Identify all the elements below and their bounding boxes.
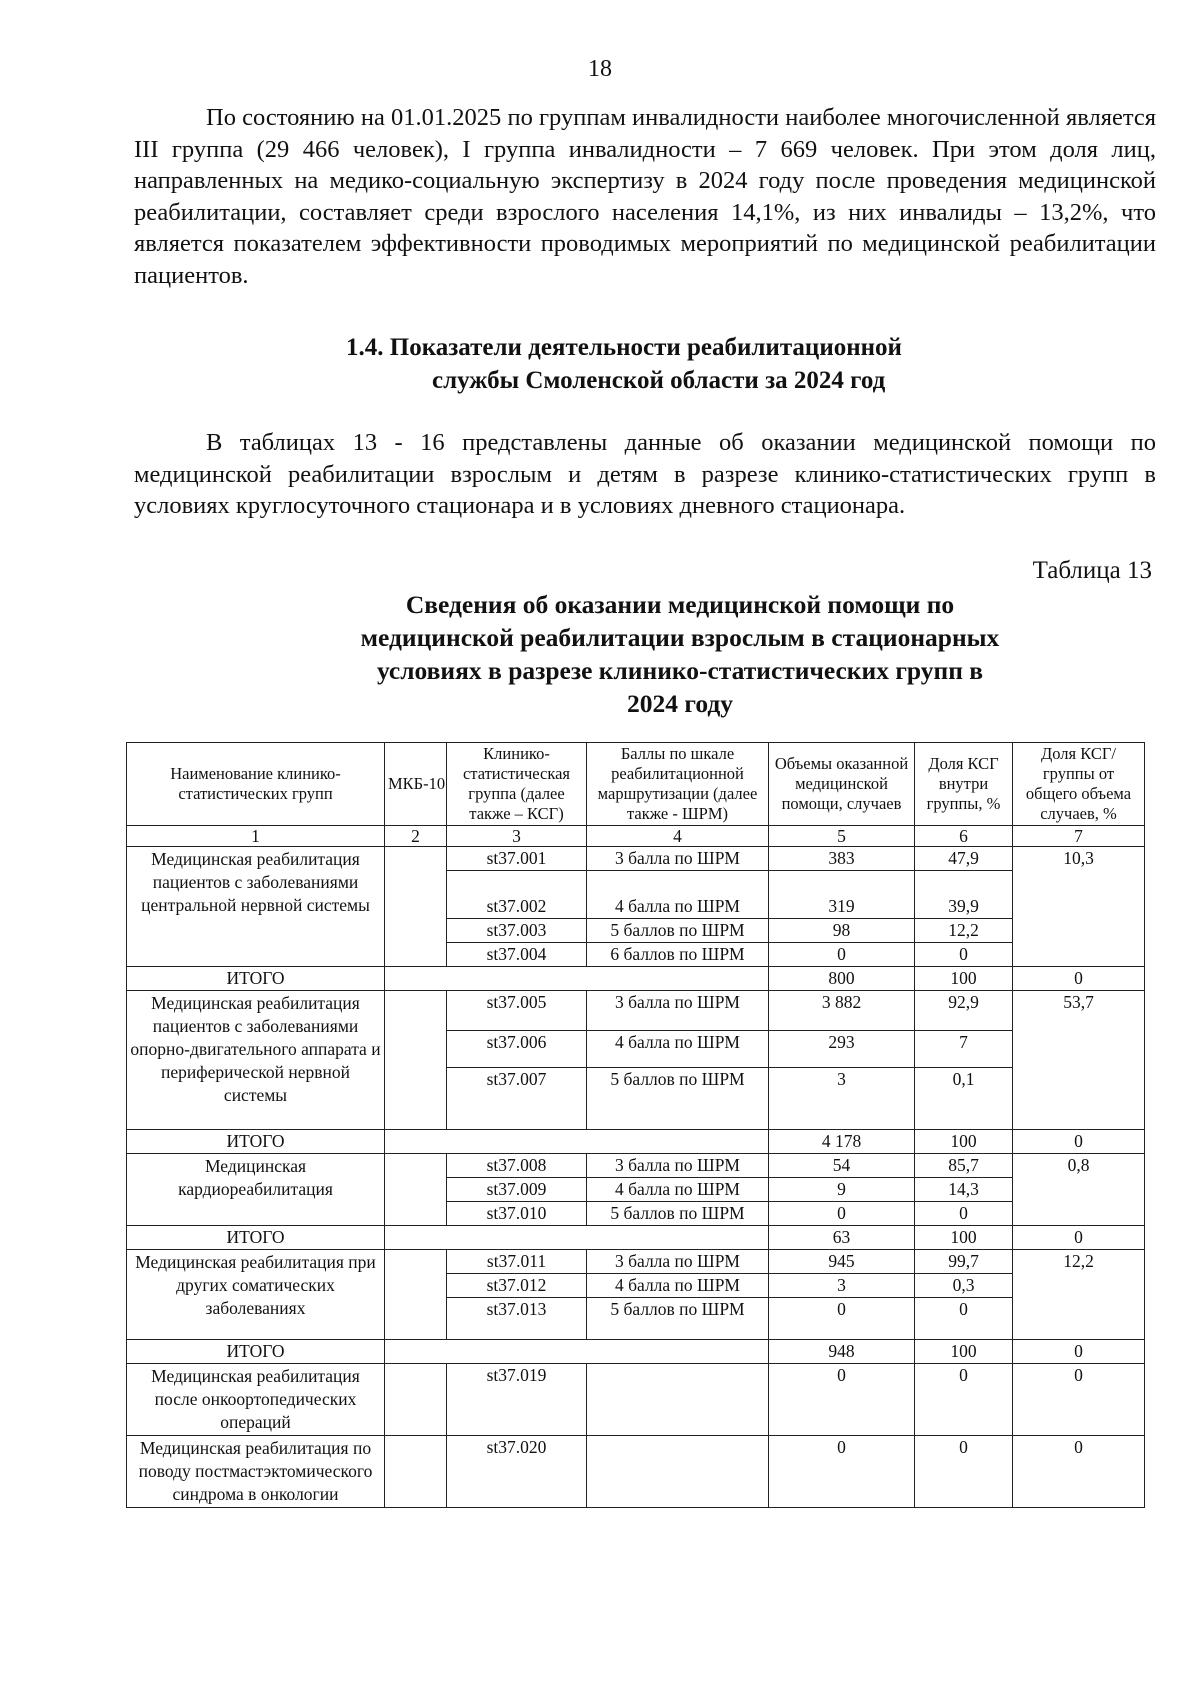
total-empty-cell xyxy=(385,1340,769,1364)
shrm-score: 3 балла по ШРМ xyxy=(587,1250,769,1274)
volume-cell: 3 xyxy=(769,1274,915,1298)
ksg-code: st37.010 xyxy=(447,1202,587,1226)
total-share: 100 xyxy=(915,1226,1013,1250)
icd10-cell xyxy=(385,1364,447,1436)
column-number: 7 xyxy=(1013,826,1145,847)
share-in-group-cell: 0 xyxy=(915,1364,1013,1436)
total-group-share: 0 xyxy=(1013,1130,1145,1154)
ksg-code: st37.001 xyxy=(447,847,587,871)
total-empty-cell xyxy=(385,967,769,991)
page-number: 18 xyxy=(588,56,612,82)
table-row xyxy=(127,1154,1145,1178)
group-name: Медицинская реабилитация пациентов с заболеваниями центральной нервной системы xyxy=(127,847,385,967)
shrm-score: 4 балла по ШРМ xyxy=(587,1178,769,1202)
volume-cell: 0 xyxy=(769,943,915,967)
table-header-row xyxy=(127,743,1145,826)
volume-cell: 98 xyxy=(769,919,915,943)
header-share-total: Доля КСГ/группы от общего объема случаев, % xyxy=(1013,743,1145,826)
total-label: ИТОГО xyxy=(127,1130,385,1154)
share-in-group-cell: 0 xyxy=(915,943,1013,967)
total-share: 100 xyxy=(915,1130,1013,1154)
volume-cell: 0 xyxy=(769,1436,915,1508)
column-number: 1 xyxy=(127,826,385,847)
table-label: Таблица 13 xyxy=(1032,557,1152,584)
share-in-group-cell: 14,3 xyxy=(915,1178,1013,1202)
total-empty-cell xyxy=(385,1130,769,1154)
ksg-code: st37.012 xyxy=(447,1274,587,1298)
total-row xyxy=(127,967,1145,991)
column-number-row xyxy=(127,826,1145,847)
total-group-share: 0 xyxy=(1013,1226,1145,1250)
intro-paragraph-text: По состоянию на 01.01.2025 по группам инвалидности наиболее многочисленной является III группа (29 466 человек), I группа инвалидности – 7 669 человек. При этом доля лиц, направленных на медико-социальную экспертизу в 2024 году после проведения медицинской реабилитации, составляет среди взрослого населения 14,1%, из них инвалиды – 13,2%, что является показателем эффективности проводимых мероприятий по медицинской реабилитации пациентов. xyxy=(134,104,1156,289)
group-share-cell: 0 xyxy=(1013,1364,1145,1436)
header-shrm: Баллы по шкале реабилитационной маршрутизации (далее также - ШРМ) xyxy=(587,743,769,826)
total-empty-cell xyxy=(385,1226,769,1250)
total-volume: 800 xyxy=(769,967,915,991)
icd10-cell xyxy=(385,1154,447,1226)
ksg-code: st37.013 xyxy=(447,1298,587,1340)
shrm-score xyxy=(587,1364,769,1436)
table-row xyxy=(127,847,1145,871)
ksg-code: st37.019 xyxy=(447,1364,587,1436)
header-share-in-group: Доля КСГ внутри группы, % xyxy=(915,743,1013,826)
total-label: ИТОГО xyxy=(127,1226,385,1250)
icd10-cell xyxy=(385,1250,447,1340)
group-share-cell: 10,3 xyxy=(1013,847,1145,967)
header-icd10: МКБ-10 xyxy=(385,743,447,826)
ksg-code: st37.011 xyxy=(447,1250,587,1274)
shrm-score: 4 балла по ШРМ xyxy=(587,1031,769,1068)
shrm-score: 4 балла по ШРМ xyxy=(587,1274,769,1298)
group-share-cell: 0,8 xyxy=(1013,1154,1145,1226)
shrm-score xyxy=(587,1436,769,1508)
volume-cell: 383 xyxy=(769,847,915,871)
share-in-group-cell: 39,9 xyxy=(915,871,1013,919)
shrm-score: 3 балла по ШРМ xyxy=(587,991,769,1031)
share-in-group-cell: 0 xyxy=(915,1202,1013,1226)
shrm-score: 6 баллов по ШРМ xyxy=(587,943,769,967)
table-row xyxy=(127,1250,1145,1274)
column-number: 4 xyxy=(587,826,769,847)
volume-cell: 9 xyxy=(769,1178,915,1202)
column-number: 5 xyxy=(769,826,915,847)
volume-cell: 0 xyxy=(769,1364,915,1436)
group-name: Медицинская кардиореабилитация xyxy=(127,1154,385,1226)
column-number: 3 xyxy=(447,826,587,847)
ksg-code: st37.004 xyxy=(447,943,587,967)
table-title: Сведения об оказании медицинской помощи по медицинской реабилитации взрослым в стационарных условиях в разрезе клинико-статистических групп в 2024 году xyxy=(360,590,1000,718)
rehab-ksg-table xyxy=(126,742,1145,1508)
share-in-group-cell: 0 xyxy=(915,1436,1013,1508)
ksg-code: st37.008 xyxy=(447,1154,587,1178)
column-number: 6 xyxy=(915,826,1013,847)
volume-cell: 3 882 xyxy=(769,991,915,1031)
total-group-share: 0 xyxy=(1013,1340,1145,1364)
total-share: 100 xyxy=(915,1340,1013,1364)
shrm-score: 5 баллов по ШРМ xyxy=(587,1298,769,1340)
icd10-cell xyxy=(385,1436,447,1508)
table-row xyxy=(127,991,1145,1031)
icd10-cell xyxy=(385,991,447,1130)
volume-cell: 0 xyxy=(769,1202,915,1226)
share-in-group-cell: 7 xyxy=(915,1031,1013,1068)
share-in-group-cell: 0 xyxy=(915,1298,1013,1340)
share-in-group-cell: 47,9 xyxy=(915,847,1013,871)
ksg-code: st37.020 xyxy=(447,1436,587,1508)
ksg-code: st37.005 xyxy=(447,991,587,1031)
shrm-score: 3 балла по ШРМ xyxy=(587,847,769,871)
group-share-cell: 53,7 xyxy=(1013,991,1145,1130)
volume-cell: 319 xyxy=(769,871,915,919)
shrm-score: 5 баллов по ШРМ xyxy=(587,1202,769,1226)
group-name: Медицинская реабилитация после онкоортопедических операций xyxy=(127,1364,385,1436)
share-in-group-cell: 0,3 xyxy=(915,1274,1013,1298)
header-ksg: Клинико-статистическая группа (далее также – КСГ) xyxy=(447,743,587,826)
section-heading-line1: 1.4. Показатели деятельности реабилитационной xyxy=(346,334,902,361)
shrm-score: 5 баллов по ШРМ xyxy=(587,919,769,943)
tables-paragraph xyxy=(134,427,1156,522)
volume-cell: 945 xyxy=(769,1250,915,1274)
table-row xyxy=(127,1436,1145,1508)
group-name: Медицинская реабилитация при других соматических заболеваниях xyxy=(127,1250,385,1340)
share-in-group-cell: 0,1 xyxy=(915,1068,1013,1130)
share-in-group-cell: 85,7 xyxy=(915,1154,1013,1178)
total-share: 100 xyxy=(915,967,1013,991)
share-in-group-cell: 99,7 xyxy=(915,1250,1013,1274)
total-label: ИТОГО xyxy=(127,967,385,991)
ksg-code: st37.003 xyxy=(447,919,587,943)
header-volume: Объемы оказанной медицинской помощи, случаев xyxy=(769,743,915,826)
icd10-cell xyxy=(385,847,447,967)
volume-cell: 54 xyxy=(769,1154,915,1178)
volume-cell: 293 xyxy=(769,1031,915,1068)
volume-cell: 3 xyxy=(769,1068,915,1130)
volume-cell: 0 xyxy=(769,1298,915,1340)
group-share-cell: 0 xyxy=(1013,1436,1145,1508)
total-volume: 63 xyxy=(769,1226,915,1250)
ksg-code: st37.002 xyxy=(447,871,587,919)
total-group-share: 0 xyxy=(1013,967,1145,991)
share-in-group-cell: 12,2 xyxy=(915,919,1013,943)
ksg-code: st37.009 xyxy=(447,1178,587,1202)
total-volume: 4 178 xyxy=(769,1130,915,1154)
shrm-score: 3 балла по ШРМ xyxy=(587,1154,769,1178)
section-heading-line2: службы Смоленской области за 2024 год xyxy=(432,367,886,394)
shrm-score: 4 балла по ШРМ xyxy=(587,871,769,919)
total-label: ИТОГО xyxy=(127,1340,385,1364)
group-share-cell: 12,2 xyxy=(1013,1250,1145,1340)
total-row xyxy=(127,1226,1145,1250)
group-name: Медицинская реабилитация пациентов с заболеваниями опорно-двигательного аппарата и периферической нервной системы xyxy=(127,991,385,1130)
group-name: Медицинская реабилитация по поводу постмастэктомического синдрома в онкологии xyxy=(127,1436,385,1508)
total-volume: 948 xyxy=(769,1340,915,1364)
header-group-name: Наименование клинико-статистических групп xyxy=(127,743,385,826)
intro-paragraph xyxy=(134,102,1156,291)
column-number: 2 xyxy=(385,826,447,847)
total-row xyxy=(127,1130,1145,1154)
shrm-score: 5 баллов по ШРМ xyxy=(587,1068,769,1130)
ksg-code: st37.006 xyxy=(447,1031,587,1068)
total-row xyxy=(127,1340,1145,1364)
table-row xyxy=(127,1364,1145,1436)
tables-paragraph-text: В таблицах 13 - 16 представлены данные об оказании медицинской помощи по медицинской реабилитации взрослым и детям в разрезе клинико-статистических групп в условиях круглосуточного стационара и в условиях дневного стационара. xyxy=(134,429,1156,519)
share-in-group-cell: 92,9 xyxy=(915,991,1013,1031)
ksg-code: st37.007 xyxy=(447,1068,587,1130)
